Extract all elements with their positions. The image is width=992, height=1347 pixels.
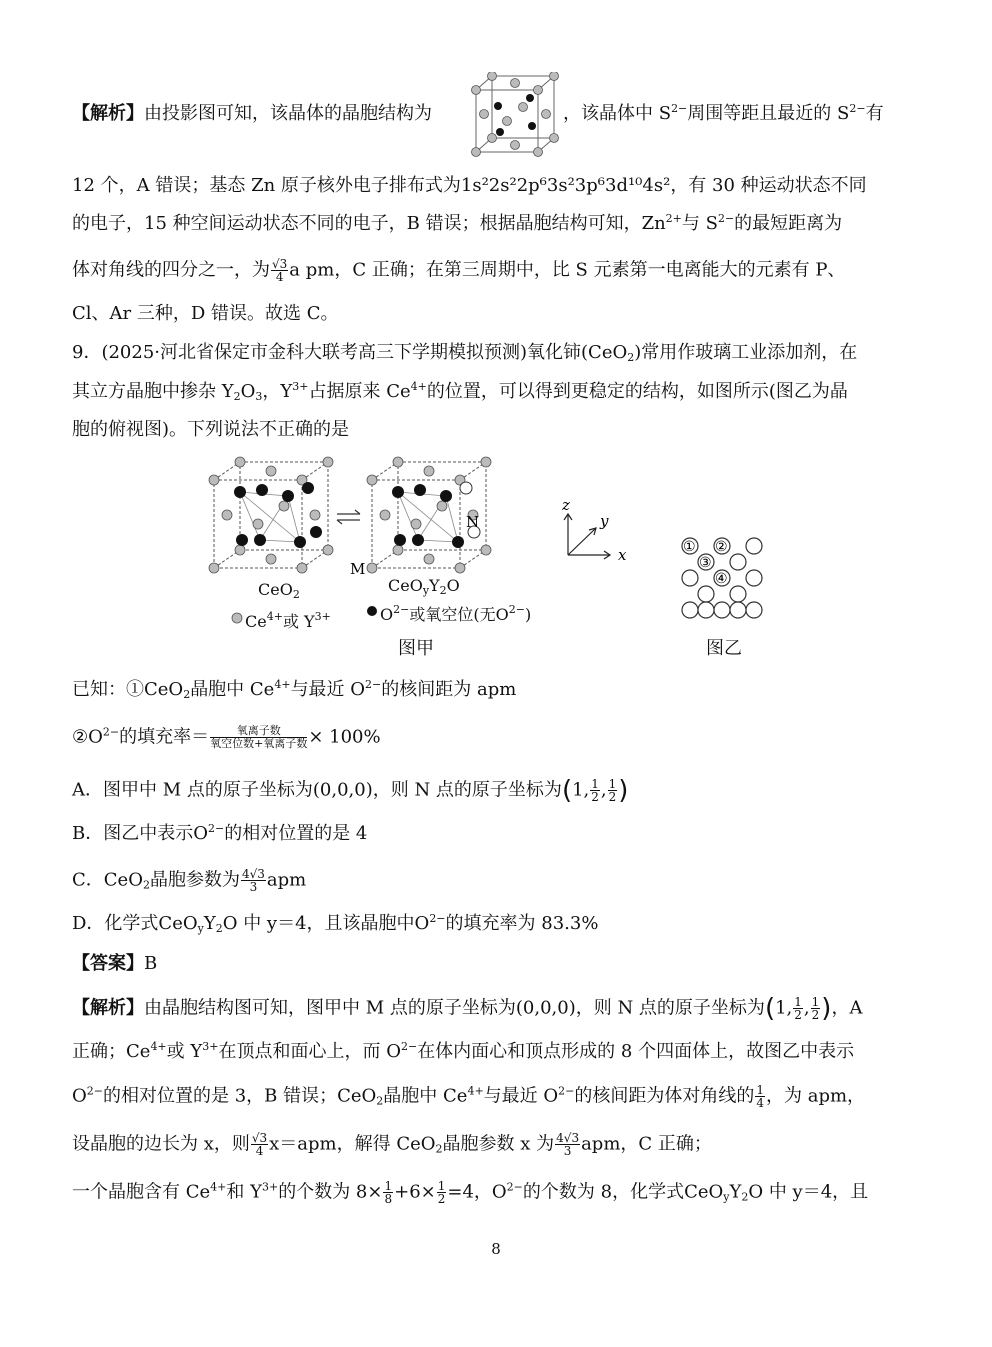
svg-text:③: ③: [699, 555, 712, 571]
zns-unit-cell-diagram: [470, 72, 560, 160]
label-M: M: [350, 560, 366, 578]
option-D: D．化学式$CeO_yY_2O$ 中 y＝4，且该晶胞中$O^{2-}$的填充率为 83.3%: [72, 912, 599, 935]
svg-text:①: ①: [683, 539, 696, 555]
exp-line-1: 【解析】由晶胞结构图可知，图甲中 M 点的原子坐标为(0,0,0)，则 N 点的原子坐标为(1, $\frac{1}{2}$ , $\frac{1}{2}$ )，A: [72, 993, 863, 1024]
analysis-line-2: 12 个，A 错误；基态 Zn 原子核外电子排布式为1s²2s²2p⁶3s²3p⁶3d¹⁰4s²，有 30 种运动状态不同: [72, 175, 867, 196]
svg-text:y: y: [600, 512, 609, 530]
fraction-sqrt3-over-4: $\frac{√3}{4}$: [272, 257, 288, 284]
label-N: N: [466, 513, 480, 531]
page-number: 8: [491, 1240, 501, 1258]
known-1: 已知：①CeO$_2$晶胞中 $Ce^{4+}$与最近 $O^{2-}$的核间距为 apm: [72, 678, 517, 701]
svg-text:②: ②: [715, 539, 728, 555]
analysis-line-4: 体对角线的四分之一，为 $\frac{√3}{4}$ a pm，C 正确；在第三周期中，比 S 元素第一电离能大的元素有 P、: [72, 257, 846, 284]
analysis-line-1b: ，该晶体中 $S^{2-}$周围等距且最近的 $S^{2-}$有: [563, 102, 884, 124]
exp-line-5: 一个晶胞含有 $Ce^{4+}$和 $Y^{3+}$的个数为 8× $\frac{1}{8}$ +6× $\frac{1}{2}$ =4，$O^{2-}$的个数为 8，化学式$CeO_yY_2O$ 中 y＝4，且: [72, 1179, 869, 1206]
legend-ce-swatch: [232, 613, 242, 623]
label-ceoyy2o: $CeO_yY_2O$: [388, 576, 460, 597]
answer-line: 【答案】B: [72, 953, 158, 974]
analysis-line-1: 【解析】由投影图可知，该晶体的晶胞结构为: [72, 103, 432, 124]
option-C: C．CeO$_2$晶胞参数为 $\frac{4√3}{3}$ apm: [72, 867, 307, 894]
analysis-label: 【解析】: [72, 103, 144, 124]
svg-text:x: x: [618, 546, 627, 564]
known-2: $②O^{2-}$的填充率＝ $\frac{\text{氧离子数}}{\text{氧空位数+氧离子数}}$ × 100%: [72, 724, 381, 750]
analysis-line-5: Cl、Ar 三种，D 错误。故选 C。: [72, 303, 339, 324]
caption-yi: 图乙: [706, 638, 742, 659]
q9-line-3: 胞的俯视图)。下列说法不正确的是: [72, 419, 350, 440]
o-ions-left: [234, 482, 322, 548]
o-ions-right: [392, 484, 464, 548]
exp-line-2: 正确；$Ce^{4+}$或 $Y^{3+}$在顶点和面心上，而 $O^{2-}$在体内面心和顶点形成的 8 个四面体上，故图乙中表示: [72, 1040, 855, 1062]
exp-line-4: 设晶胞的边长为 x，则 $\frac{√3}{4}$ x＝apm，解得 CeO$_2$晶胞参数 x 为 $\frac{4√3}{3}$ apm，C 正确；: [72, 1131, 712, 1158]
svg-text:④: ④: [715, 571, 728, 587]
option-B: B．图乙中表示$O^{2-}$的相对位置的是 4: [72, 822, 368, 844]
option-A: A．图甲中 M 点的原子坐标为(0,0,0)，则 N 点的原子坐标为(1, $\frac{1}{2}$ , $\frac{1}{2}$ ): [72, 775, 629, 806]
exp-line-3: $O^{2-}$的相对位置的是 3，B 错误；CeO$_2$晶胞中 $Ce^{4+}$与最近 $O^{2-}$的核间距为体对角线的 $\frac{1}{4}$ ，为 apm，: [72, 1083, 866, 1110]
fill-rate-fraction: $\frac{\text{氧离子数}}{\text{氧空位数+氧离子数}}$: [210, 724, 308, 750]
legend-ce: $Ce^{4+}$或 $Y^{3+}$: [245, 610, 331, 631]
analysis-line-3: 的电子，15 种空间运动状态不同的电子，B 错误；根据晶胞结构可知，$Zn^{2+}$与 $S^{2-}$的最短距离为: [72, 212, 843, 234]
q9-line-1: 9．(2025·河北省保定市金科大联考高三下学期模拟预测)氧化铈(CeO$_2$)常用作玻璃工业添加剂，在: [72, 342, 858, 364]
caption-jia: 图甲: [398, 638, 434, 659]
q9-line-2: 其立方晶胞中掺杂 $Y_2O_3$，$Y^{3+}$占据原来 $Ce^{4+}$的位置，可以得到更稳定的结构，如图所示(图乙为晶: [72, 380, 848, 403]
ce-ions-left: [209, 457, 333, 573]
legend-o-swatch: [367, 606, 377, 616]
legend-o: $O^{2-}$或氧空位(无$O^{2-}$): [380, 603, 532, 624]
label-ceo2: CeO$_2$: [258, 580, 300, 601]
svg-text:z: z: [562, 496, 570, 514]
